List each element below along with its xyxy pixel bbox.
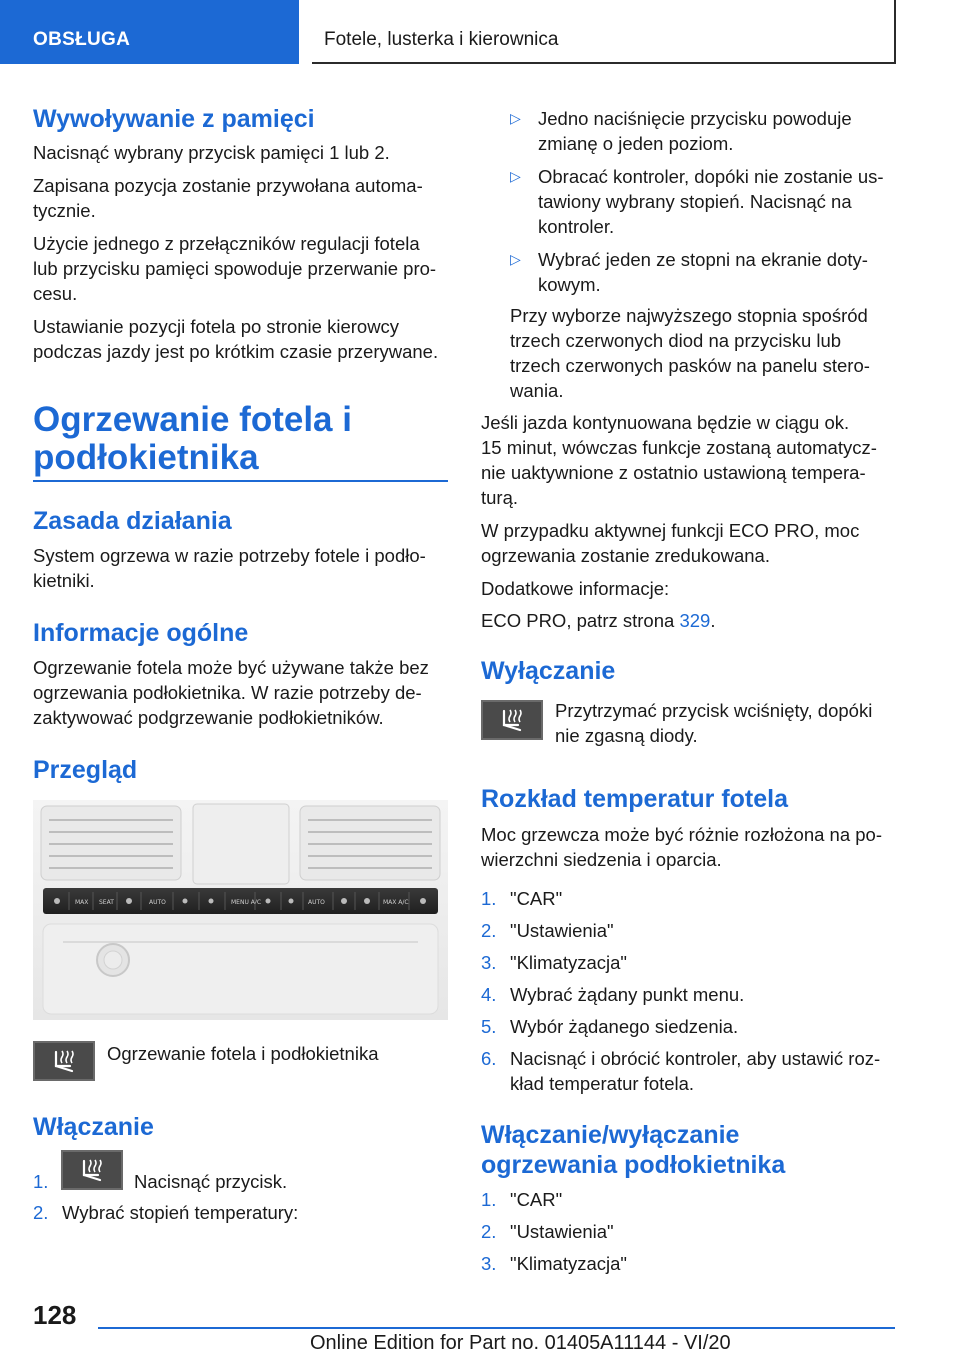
memory-recall-p4-line2: podczas jazdy jest po krótkim czasie przerywane. xyxy=(33,341,439,362)
header-chapter-label: Fotele, lusterka i kierownica xyxy=(324,29,559,50)
distribution-heading: Rozkład temperatur fotela xyxy=(481,785,789,813)
step-text: Nacisnąć przycisk. xyxy=(134,1171,288,1192)
step-number: 2. xyxy=(481,920,497,941)
climate-panel-photo xyxy=(33,800,448,1020)
seat-heating-button-image xyxy=(33,1041,95,1081)
switch-off-line2: nie zgasną diody. xyxy=(555,725,698,746)
panel-label-seat: SEAT xyxy=(99,899,114,906)
footer-rule xyxy=(98,1327,895,1329)
principle-line1: System ogrzewa w razie potrzeby fotele i podło- xyxy=(33,545,426,566)
triangle-bullet-icon: ▷ xyxy=(510,110,521,126)
step-number: 1. xyxy=(481,1189,497,1210)
step-number: 3. xyxy=(481,1253,497,1274)
overview-icon-caption: Ogrzewanie fotela i podłokietnika xyxy=(107,1043,379,1064)
step-number: 3. xyxy=(481,952,497,973)
memory-recall-p4-line1: Ustawianie pozycji fotela po stronie kierowcy xyxy=(33,316,400,337)
eco-line1: W przypadku aktywnej funkcji ECO PRO, moc xyxy=(481,520,860,541)
memory-recall-p3-line1: Użycie jednego z przełączników regulacji fotela xyxy=(33,233,420,254)
panel-label-auto-left: AUTO xyxy=(149,899,166,906)
general-line3: zaktywować podgrzewanie podłokietników. xyxy=(33,707,384,728)
highest-level-line2: trzech czerwonych diod na przycisku lub xyxy=(510,330,842,351)
principle-line2: kietniki. xyxy=(33,570,95,591)
step-text: Wybrać stopień temperatury: xyxy=(62,1202,299,1223)
highest-level-line3: trzech czerwonych pasków na panelu stero- xyxy=(510,355,870,376)
switch-off-heading: Wyłączanie xyxy=(481,657,616,685)
step-number: 6. xyxy=(481,1048,497,1069)
panel-label-max-ac: MAX A/C xyxy=(383,899,409,906)
header-chapter xyxy=(312,0,896,64)
level-option-2-line1: Obracać kontroler, dopóki nie zostanie us- xyxy=(538,166,884,187)
continue-line1: Jeśli jazda kontynuowana będzie w ciągu ok. xyxy=(481,412,850,433)
step-text: Wybrać żądany punkt menu. xyxy=(510,984,745,1005)
step-number: 1. xyxy=(481,888,497,909)
climate-panel-illustration xyxy=(33,800,448,1020)
header-section-label: OBSŁUGA xyxy=(33,29,131,50)
highest-level-line4: wania. xyxy=(510,380,564,401)
step-text: "Klimatyzacja" xyxy=(510,952,627,973)
panel-label-max: MAX xyxy=(75,899,89,906)
general-line2: ogrzewania podłokietnika. W razie potrzeby de- xyxy=(33,682,422,703)
seat-heating-icon xyxy=(50,1049,80,1075)
more-info: Dodatkowe informacje: xyxy=(481,578,670,599)
step-number: 4. xyxy=(481,984,497,1005)
step-text-line1: Nacisnąć i obrócić kontroler, aby ustawić roz- xyxy=(510,1048,881,1069)
step-text: "Ustawienia" xyxy=(510,1221,614,1242)
main-heading-line1: Ogrzewanie fotela i xyxy=(33,400,352,439)
continue-line2: 15 minut, wówczas funkcje zostaną automatycz- xyxy=(481,437,877,458)
memory-recall-heading: Wywoływanie z pamięci xyxy=(33,105,315,133)
seat-heating-icon xyxy=(78,1158,108,1184)
eco-pro-reference-suffix: . xyxy=(710,610,716,631)
general-line1: Ogrzewanie fotela może być używane także bez xyxy=(33,657,429,678)
distribution-line1: Moc grzewcza może być różnie rozłożona na po- xyxy=(481,824,883,845)
step-text: Wybór żądanego siedzenia. xyxy=(510,1016,739,1037)
armrest-heading-line2: ogrzewania podłokietnika xyxy=(481,1151,786,1179)
header-section-tab xyxy=(0,0,299,64)
memory-recall-p3-line3: cesu. xyxy=(33,283,78,304)
main-heading-line2: podłokietnika xyxy=(33,438,259,477)
step-text: "CAR" xyxy=(510,888,563,909)
eco-pro-reference-prefix: ECO PRO, patrz strona xyxy=(481,610,680,631)
level-option-3-line2: kowym. xyxy=(538,274,601,295)
principle-heading: Zasada działania xyxy=(33,507,232,535)
memory-recall-p2-line2: tycznie. xyxy=(33,200,96,221)
step-text-line2: kład temperatur fotela. xyxy=(510,1073,695,1094)
highest-level-line1: Przy wyborze najwyższego stopnia spośród xyxy=(510,305,868,326)
continue-line4: turą. xyxy=(481,487,519,508)
general-heading: Informacje ogólne xyxy=(33,619,249,647)
step-text: "Ustawienia" xyxy=(510,920,614,941)
step-text: "Klimatyzacja" xyxy=(510,1253,627,1274)
page-number: 128 xyxy=(33,1300,77,1330)
step-number: 2. xyxy=(33,1202,49,1223)
seat-heating-step-button-image xyxy=(61,1150,123,1190)
eco-pro-page-link[interactable]: 329 xyxy=(679,610,711,631)
level-option-1-line1: Jedno naciśnięcie przycisku powoduje xyxy=(538,108,852,129)
heading-rule xyxy=(33,480,448,482)
continue-line3: nie uaktywnione z ostatnio ustawioną tempera- xyxy=(481,462,866,483)
distribution-line2: wierzchni siedzenia i oparcia. xyxy=(481,849,722,870)
triangle-bullet-icon: ▷ xyxy=(510,251,521,267)
memory-recall-p1: Nacisnąć wybrany przycisk pamięci 1 lub 2. xyxy=(33,142,390,163)
level-option-3-line1: Wybrać jeden ze stopni na ekranie doty- xyxy=(538,249,868,270)
armrest-heading-line1: Włączanie/wyłączanie xyxy=(481,1121,740,1149)
step-text: "CAR" xyxy=(510,1189,563,1210)
seat-heating-off-button-image xyxy=(481,700,543,740)
level-option-1-line2: zmianę o jeden poziom. xyxy=(538,133,734,154)
step-number: 5. xyxy=(481,1016,497,1037)
footer-edition: Online Edition for Part no. 01405A11144 - VI/20 xyxy=(310,1332,731,1354)
memory-recall-p3-line2: lub przycisku pamięci spowoduje przerwanie pro- xyxy=(33,258,437,279)
panel-label-menu: MENU A/C xyxy=(231,899,262,906)
overview-heading: Przegląd xyxy=(33,756,138,784)
panel-label-auto-right: AUTO xyxy=(308,899,325,906)
eco-line2: ogrzewania zostanie zredukowana. xyxy=(481,545,770,566)
level-option-2-line3: kontroler. xyxy=(538,216,615,237)
step-number: 1. xyxy=(33,1171,49,1192)
switch-on-heading: Włączanie xyxy=(33,1113,154,1141)
eco-pro-reference xyxy=(481,608,896,633)
switch-off-line1: Przytrzymać przycisk wciśnięty, dopóki xyxy=(555,700,873,721)
step-number: 2. xyxy=(481,1221,497,1242)
level-option-2-line2: tawiony wybrany stopień. Nacisnąć na xyxy=(538,191,852,212)
seat-heating-icon xyxy=(498,708,528,734)
triangle-bullet-icon: ▷ xyxy=(510,168,521,184)
memory-recall-p2-line1: Zapisana pozycja zostanie przywołana automa- xyxy=(33,175,423,196)
